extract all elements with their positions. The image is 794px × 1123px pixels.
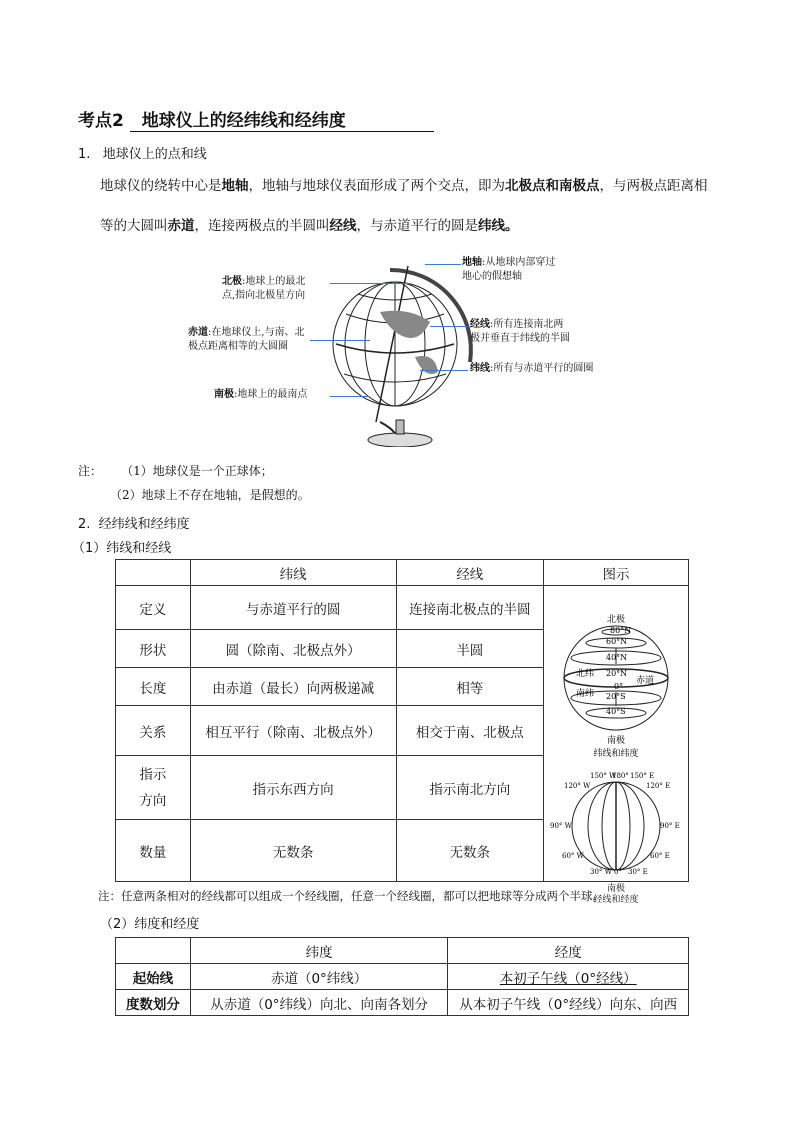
svg-text:120° W: 120° W — [563, 782, 591, 790]
svg-text:80°N: 80°N — [609, 626, 632, 635]
svg-text:南纬: 南纬 — [575, 689, 594, 699]
svg-text:40°N: 40°N — [605, 653, 628, 662]
svg-text:150° E: 150° E — [629, 772, 655, 780]
svg-text:20°N: 20°N — [605, 669, 628, 678]
label-south-pole: 南极:地球上的最南点 — [214, 389, 308, 400]
title-number: 考点2 — [78, 111, 124, 131]
table-note: 注：任意两条相对的经线都可以组成一个经线圈，任意一个经线圈，都可以把地球等分成两个半球。 — [98, 889, 604, 903]
label-axis: 地轴:从地球内部穿过 地心的假想轴 — [462, 257, 556, 282]
svg-text:60° W: 60° W — [561, 852, 584, 860]
row-label: 定义 — [116, 586, 191, 630]
page-title — [78, 106, 434, 132]
svg-text:90° E: 90° E — [659, 822, 680, 830]
note-1: 注： （1）地球仪是一个正球体； — [78, 464, 273, 478]
label-parallel: 纬线:所有与赤道平行的圆圈 — [470, 363, 594, 374]
lat-lon-diagrams — [544, 586, 688, 881]
svg-text:北纬: 北纬 — [575, 669, 594, 679]
svg-text:150° W: 150° W — [589, 772, 617, 780]
section1-heading: 1. 地球仪上的点和线 — [78, 147, 207, 162]
note-2: （2）地球上不存在地轴，是假想的。 — [110, 488, 310, 502]
svg-text:90° W: 90° W — [549, 822, 572, 830]
figure-cell: 北极 80°N 60°N 40°N 20°N 0° 20°S 40°S 北纬 南纬 赤道 南极 纬线和纬度 150° W 180° 150° E 120° W 120° E 90° W 90° E 60° W 60° E 30° W 0° 30° E 南极 经线和经度 — [543, 586, 688, 882]
svg-text:30° E: 30° E — [627, 868, 648, 876]
svg-text:40°S: 40°S — [605, 707, 626, 716]
label-equator: 赤道:在地球仪上,与南、北 极点距离相等的大圆圈 — [188, 327, 305, 352]
svg-text:180°: 180° — [611, 772, 629, 780]
label-north-pole: 北极:地球上的最北 点,指向北极星方向 — [222, 276, 306, 301]
degree-table: 纬度 经度 起始线 赤道（0°纬线） 本初子午线（0°经线） 度数划分 从赤道（0°纬线）向北、向南各划分 从本初子午线（0°经线）向东、向西 — [115, 937, 689, 1016]
paragraph-1: 地球仪的绕转中心是地轴，地轴与地球仪表面形成了两个交点，即为北极点和南极点，与两极点距离相 — [100, 178, 708, 194]
header-lon: 经线 — [396, 560, 543, 586]
svg-text:60° E: 60° E — [649, 852, 670, 860]
label-meridian: 经线:所有连接南北两 极并垂直于纬线的半圆 — [470, 319, 570, 344]
section2-heading: 2. 经纬线和经纬度 — [78, 517, 190, 532]
svg-text:0°: 0° — [613, 682, 624, 691]
svg-text:北极: 北极 — [606, 615, 625, 625]
svg-text:60°N: 60°N — [605, 637, 628, 646]
header-lat: 纬线 — [190, 560, 396, 586]
sub-heading-1: （1）纬线和经线 — [72, 541, 172, 556]
sub-heading-2: （2）纬度和经度 — [100, 917, 200, 932]
svg-text:南极: 南极 — [606, 736, 625, 746]
header-figure: 图示 — [543, 560, 688, 586]
svg-text:纬线和纬度: 纬线和纬度 — [593, 749, 639, 759]
globe-illustration — [320, 262, 480, 447]
latitude-longitude-table: 纬线 经线 图示 定义 与赤道平行的圆 连接南北极点的半圆 北极 80°N 60°N 40°N 20°N 0° 20°S 40°S 北纬 南纬 赤道 南极 纬线和纬度 150° W 180° 150° E 120° W 120° E 90° W 90° E 60° W 60° E 30° W 0° 30° E 南极 经线和经度 形状 圆（除南、北极点外） 半圆 长度 由赤道（最长）向两极递减 相等 关系 相互平行（除南、北极点外） 相交于南、北极点 指示 方向 指示东西方向 指示南北方向 数量 无数条 无数条 — [115, 559, 689, 882]
svg-text:20°S: 20°S — [605, 692, 626, 701]
svg-text:0°: 0° — [613, 868, 622, 876]
svg-text:赤道: 赤道 — [635, 676, 654, 686]
title-text: 地球仪上的经纬线和经纬度 — [130, 106, 434, 132]
svg-text:30° W: 30° W — [589, 868, 612, 876]
paragraph-2: 等的大圆叫赤道，连接两极点的半圆叫经线，与赤道平行的圆是纬线。 — [100, 218, 519, 234]
svg-text:120° E: 120° E — [645, 782, 671, 790]
